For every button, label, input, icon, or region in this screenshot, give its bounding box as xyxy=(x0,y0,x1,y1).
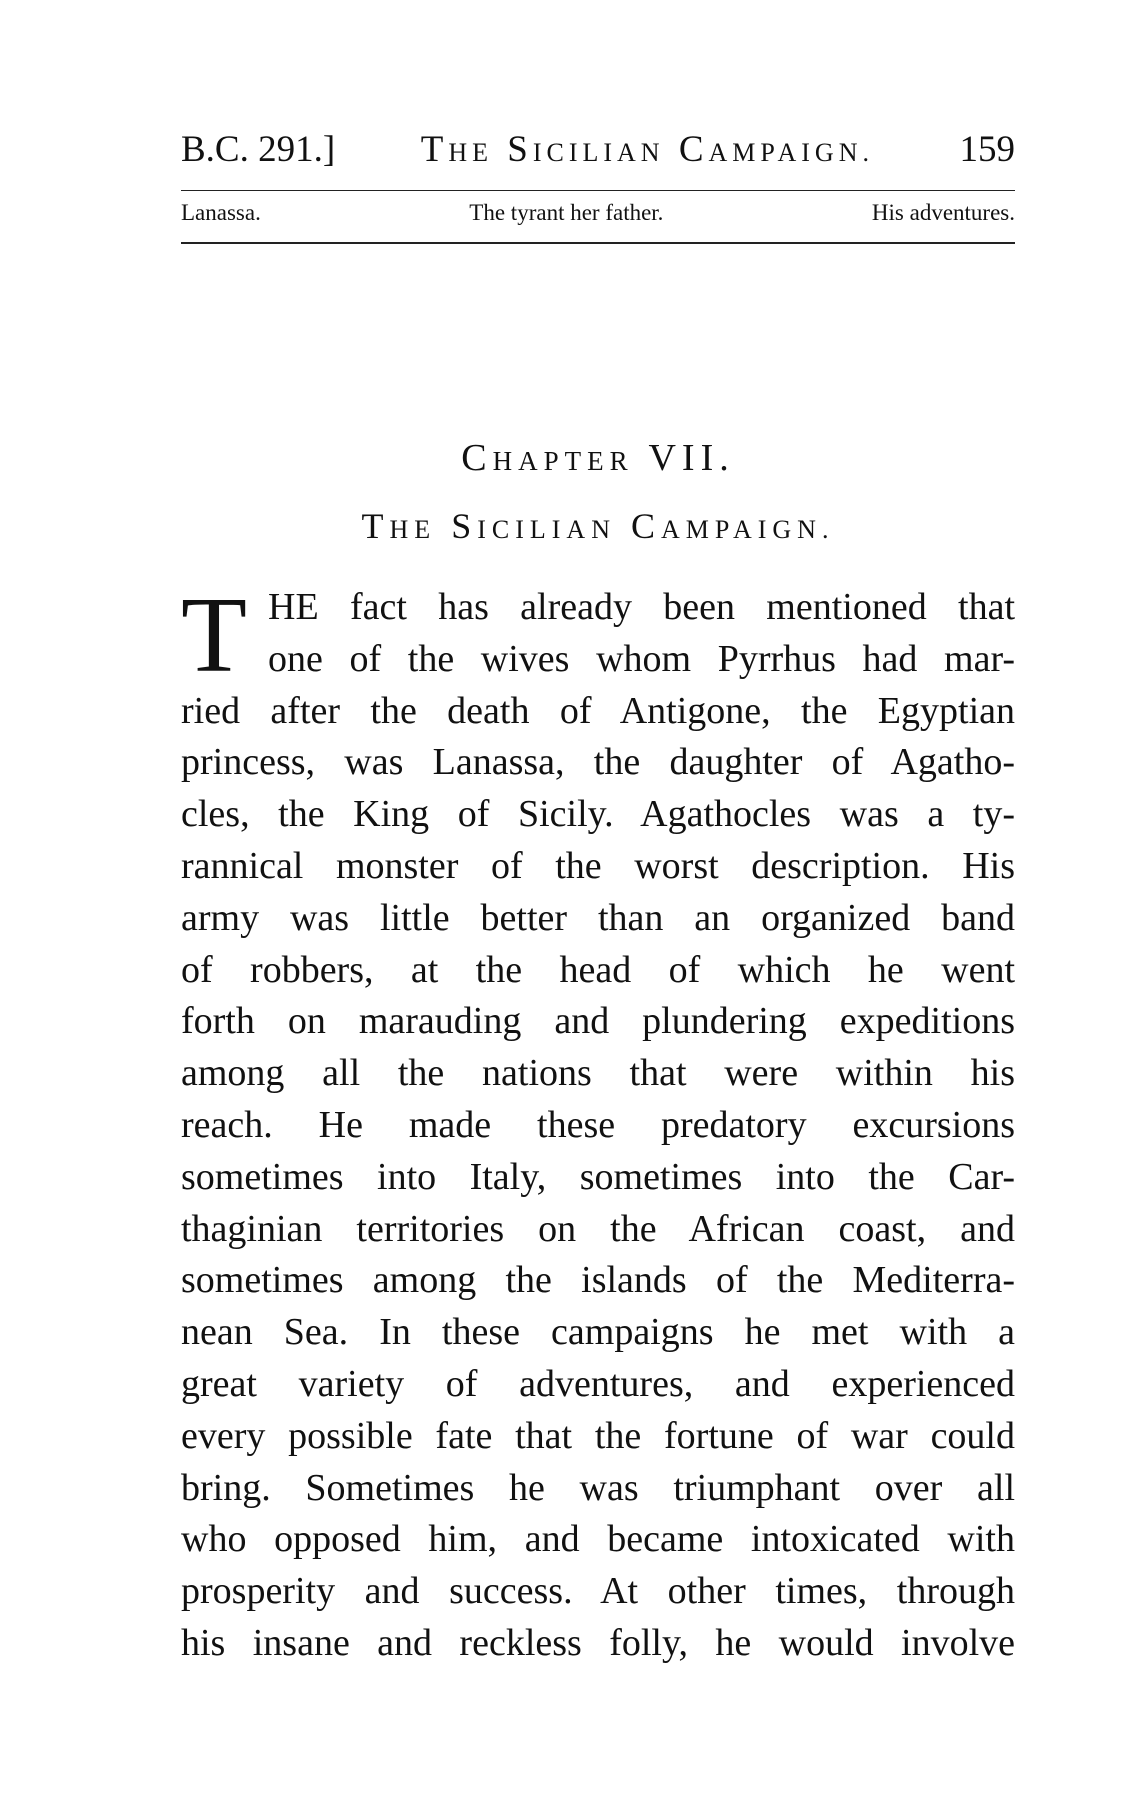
text-line: forth on marauding and plundering expeditions xyxy=(181,1000,1015,1043)
chapter-title: THE SICILIAN CAMPAIGN. xyxy=(361,506,835,546)
side-heading-center: The tyrant her father. xyxy=(469,200,664,225)
text-line: thaginian territories on the African coast, and xyxy=(181,1207,1015,1250)
text-line: princess, was Lanassa, the daughter of Agatho- xyxy=(181,741,1015,784)
text-line: every possible fate that the fortune of war could xyxy=(181,1414,1015,1457)
chapter-number: VII. xyxy=(648,437,735,479)
side-heading-left: Lanassa. xyxy=(181,200,261,225)
text-line: great variety of adventures, and experienced xyxy=(181,1362,1015,1405)
drop-cap: T xyxy=(181,576,247,695)
text-line: sometimes among the islands of the Mediterra- xyxy=(181,1259,1015,1302)
running-head xyxy=(181,128,1015,178)
text-line: cles, the King of Sicily. Agathocles was a ty- xyxy=(181,793,1015,836)
text-line: sometimes into Italy, sometimes into the Car- xyxy=(181,1155,1015,1198)
running-head-date: B.C. 291.] xyxy=(181,129,336,170)
text-line: prosperity and success. At other times, through xyxy=(181,1570,1015,1613)
header-rule-bottom xyxy=(181,242,1015,244)
page-number: 159 xyxy=(959,129,1015,170)
side-heading-right: His adventures. xyxy=(871,200,1015,225)
text-line: HE fact has already been mentioned that xyxy=(268,586,1015,628)
text-line: who opposed him, and became intoxicated with xyxy=(181,1518,1015,1561)
text-line: ried after the death of Antigone, the Egyptian xyxy=(181,689,1015,732)
text-line: nean Sea. In these campaigns he met with a xyxy=(181,1311,1015,1354)
header-rule-top xyxy=(181,190,1015,191)
text-line: army was little better than an organized band xyxy=(181,896,1015,939)
text-line: bring. Sometimes he was triumphant over all xyxy=(181,1466,1015,1509)
running-head-title: THE SICILIAN CAMPAIGN. xyxy=(420,129,874,170)
text-line: one of the wives whom Pyrrhus had mar- xyxy=(268,637,1015,680)
text-line: reach. He made these predatory excursions xyxy=(181,1103,1015,1146)
text-line: of robbers, at the head of which he went xyxy=(181,948,1015,991)
text-line: among all the nations that were within his xyxy=(181,1052,1015,1095)
body-text xyxy=(181,576,1015,1670)
text-line: rannical monster of the worst description. His xyxy=(181,844,1015,887)
text-line: his insane and reckless folly, he would involve xyxy=(181,1621,1015,1664)
chapter-heading: CHAPTER VII. xyxy=(461,437,735,479)
side-headings xyxy=(181,200,1015,232)
